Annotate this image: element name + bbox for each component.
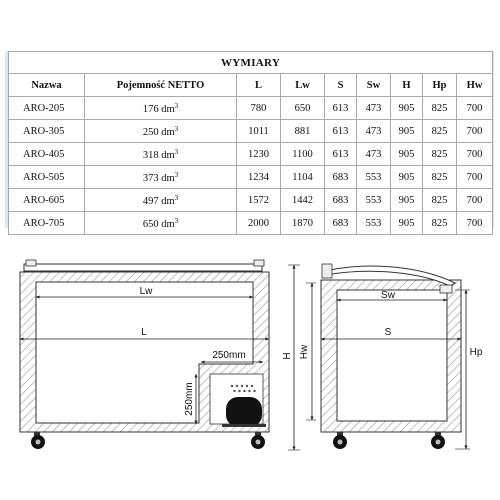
dimension-cell-hw: 700 xyxy=(457,166,493,189)
dimension-cell-sw: 473 xyxy=(357,97,391,120)
dimension-cell-l: 1230 xyxy=(237,143,281,166)
capacity-unit: dm xyxy=(161,218,175,230)
front-lid xyxy=(24,264,262,271)
column-header: Hp xyxy=(423,74,457,97)
dimension-cell-hp: 825 xyxy=(423,143,457,166)
capacity-value: 318 xyxy=(142,149,159,161)
dimension-cell-h: 905 xyxy=(391,120,423,143)
dimension-cell-hw: 700 xyxy=(457,120,493,143)
dimension-cell-lw: 1104 xyxy=(281,166,325,189)
dimensions-table-panel xyxy=(5,51,494,228)
dimension-cell-sw: 473 xyxy=(357,120,391,143)
capacity-unit: dm xyxy=(161,103,175,115)
side-wheel-left xyxy=(333,432,347,449)
dimensions-table xyxy=(8,51,493,235)
dimension-cell-l: 1234 xyxy=(237,166,281,189)
dimension-cell-hp: 825 xyxy=(423,97,457,120)
side-view xyxy=(321,264,483,449)
capacity-unit-exponent: 3 xyxy=(174,216,179,225)
dimension-cell-lw: 1100 xyxy=(281,143,325,166)
capacity-unit-exponent: 3 xyxy=(174,147,179,156)
s-label: S xyxy=(384,327,392,338)
dimension-cell-h: 905 xyxy=(391,97,423,120)
table-header-row xyxy=(9,74,493,97)
dimension-cell-hw: 700 xyxy=(457,212,493,235)
capacity-unit: dm xyxy=(161,195,175,207)
dimension-cell-hp: 825 xyxy=(423,120,457,143)
side-body-wall xyxy=(321,280,461,432)
sw-label: Sw xyxy=(381,290,395,301)
capacity-unit-exponent: 3 xyxy=(174,101,179,110)
capacity-value: 650 xyxy=(142,218,159,230)
side-handle-left xyxy=(322,264,332,278)
capacity-cell xyxy=(85,97,237,120)
model-name-cell: ARO-305 xyxy=(9,120,85,143)
dimension-cell-s: 613 xyxy=(325,120,357,143)
dimension-cell-l: 1011 xyxy=(237,120,281,143)
column-header: Nazwa xyxy=(9,74,85,97)
dimension-cell-h: 905 xyxy=(391,189,423,212)
capacity-value: 250 xyxy=(142,126,159,138)
front-wheel-right xyxy=(251,432,265,449)
dimension-cell-hp: 825 xyxy=(423,212,457,235)
column-header: Pojemność NETTO xyxy=(85,74,237,97)
capacity-cell xyxy=(85,120,237,143)
model-name-cell: ARO-605 xyxy=(9,189,85,212)
front-wheel-left xyxy=(31,432,45,449)
compressor-width-label: 250mm xyxy=(212,350,246,361)
capacity-unit-exponent: 3 xyxy=(174,170,179,179)
column-header: H xyxy=(391,74,423,97)
dimension-cell-l: 780 xyxy=(237,97,281,120)
dimension-cell-hw: 700 xyxy=(457,97,493,120)
height-dimensions xyxy=(282,265,316,450)
table-row xyxy=(9,166,493,189)
model-name-cell: ARO-405 xyxy=(9,143,85,166)
capacity-unit: dm xyxy=(161,149,175,161)
dimension-cell-s: 683 xyxy=(325,189,357,212)
dimension-cell-lw: 1870 xyxy=(281,212,325,235)
dimension-cell-s: 613 xyxy=(325,143,357,166)
dimension-cell-sw: 553 xyxy=(357,212,391,235)
capacity-unit-exponent: 3 xyxy=(174,124,179,133)
front-view xyxy=(20,260,269,449)
column-header: L xyxy=(237,74,281,97)
capacity-cell xyxy=(85,212,237,235)
table-row xyxy=(9,120,493,143)
side-wheel-right xyxy=(431,432,445,449)
dimension-cell-hw: 700 xyxy=(457,189,493,212)
dimension-cell-h: 905 xyxy=(391,143,423,166)
freezer-dimension-drawing xyxy=(0,252,500,500)
l-label: L xyxy=(141,327,147,338)
dimension-cell-l: 1572 xyxy=(237,189,281,212)
table-row xyxy=(9,212,493,235)
column-header: S xyxy=(325,74,357,97)
model-name-cell: ARO-705 xyxy=(9,212,85,235)
capacity-value: 497 xyxy=(142,195,159,207)
capacity-cell xyxy=(85,143,237,166)
front-handle-left xyxy=(26,260,36,266)
dimension-cell-lw: 881 xyxy=(281,120,325,143)
lw-label: Lw xyxy=(139,286,153,297)
table-row xyxy=(9,143,493,166)
h-label: H xyxy=(282,352,293,360)
dimension-cell-s: 683 xyxy=(325,212,357,235)
dimension-cell-hp: 825 xyxy=(423,166,457,189)
table-row xyxy=(9,97,493,120)
hp-label: Hp xyxy=(469,347,483,358)
column-header: Hw xyxy=(457,74,493,97)
model-name-cell: ARO-505 xyxy=(9,166,85,189)
table-row xyxy=(9,189,493,212)
dimension-cell-h: 905 xyxy=(391,166,423,189)
dimension-cell-lw: 1442 xyxy=(281,189,325,212)
column-header: Sw xyxy=(357,74,391,97)
capacity-value: 373 xyxy=(142,172,159,184)
capacity-value: 176 xyxy=(142,103,159,115)
capacity-unit: dm xyxy=(161,172,175,184)
side-handle-right xyxy=(440,285,452,293)
table-body xyxy=(9,97,493,235)
dimension-cell-sw: 473 xyxy=(357,143,391,166)
dimension-cell-sw: 553 xyxy=(357,189,391,212)
dimension-cell-lw: 650 xyxy=(281,97,325,120)
capacity-unit-exponent: 3 xyxy=(174,193,179,202)
capacity-unit: dm xyxy=(161,126,175,138)
dimension-cell-h: 905 xyxy=(391,212,423,235)
compressor-height-label: 250mm xyxy=(184,382,195,416)
dimension-cell-hw: 700 xyxy=(457,143,493,166)
dimension-cell-s: 683 xyxy=(325,166,357,189)
hw-label: Hw xyxy=(299,344,310,360)
dimension-cell-sw: 553 xyxy=(357,166,391,189)
capacity-cell xyxy=(85,166,237,189)
dimension-cell-l: 2000 xyxy=(237,212,281,235)
table-title: WYMIARY xyxy=(9,52,493,74)
front-handle-right xyxy=(254,260,264,266)
model-name-cell: ARO-205 xyxy=(9,97,85,120)
dimension-cell-s: 613 xyxy=(325,97,357,120)
dimension-cell-hp: 825 xyxy=(423,189,457,212)
capacity-cell xyxy=(85,189,237,212)
column-header: Lw xyxy=(281,74,325,97)
